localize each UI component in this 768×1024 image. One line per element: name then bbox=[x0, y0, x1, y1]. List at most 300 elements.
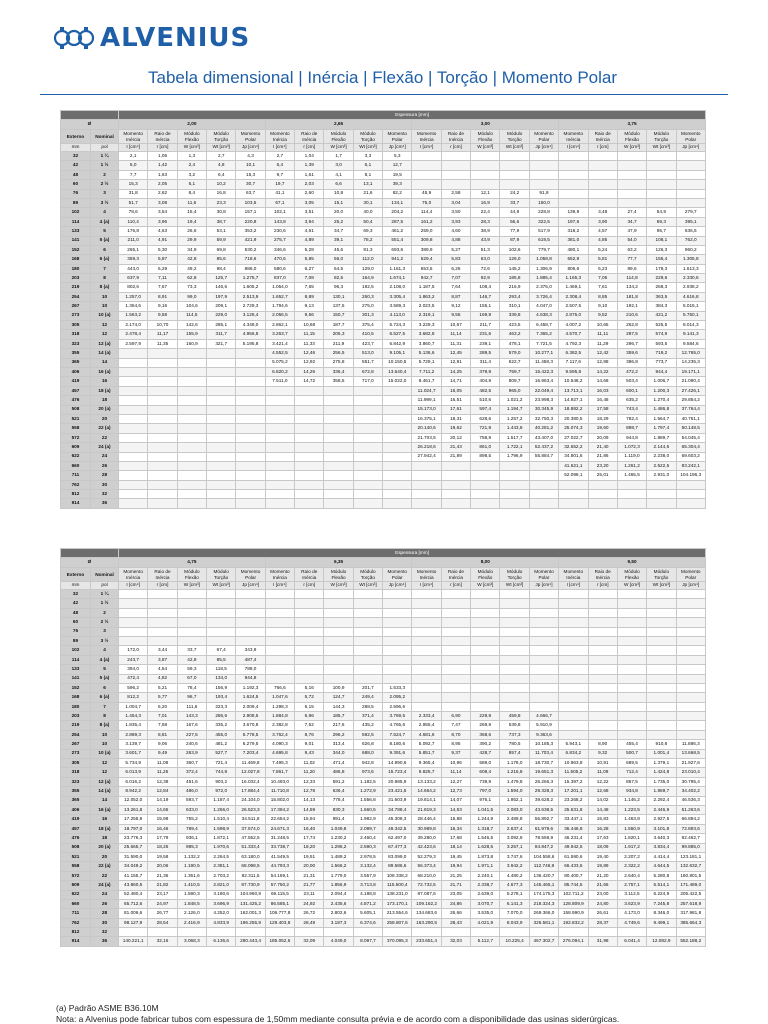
table-cell: 4.252,0 bbox=[207, 909, 236, 918]
table-cell bbox=[559, 618, 588, 627]
table-cell: 167,6 bbox=[177, 721, 206, 730]
table-cell bbox=[265, 386, 294, 395]
table-cell: 41.155,7 bbox=[119, 871, 148, 880]
diameter-pol: 3 ½ bbox=[91, 636, 119, 645]
table-cell: 14,07 bbox=[441, 796, 470, 805]
table-cell bbox=[559, 599, 588, 608]
table-cell: 18,25 bbox=[148, 843, 177, 852]
table-cell: 593,5 bbox=[647, 339, 676, 348]
table-cell: 5,16 bbox=[295, 683, 324, 692]
diameter-mm: 254 bbox=[61, 730, 91, 739]
table-row bbox=[61, 768, 706, 777]
table-cell: 1.510,4 bbox=[207, 815, 236, 824]
table-row bbox=[61, 636, 706, 645]
table-cell: 910,8 bbox=[647, 740, 676, 749]
table-cell bbox=[500, 180, 529, 189]
table-cell: 12,88 bbox=[588, 358, 617, 367]
table-cell: 18.730,7 bbox=[529, 759, 558, 768]
table-cell: 478,1 bbox=[500, 339, 529, 348]
table-cell: 482,5 bbox=[471, 386, 500, 395]
table-cell: 158.990,9 bbox=[559, 909, 588, 918]
table-cell bbox=[353, 386, 382, 395]
property-label: Momento Polar bbox=[676, 568, 705, 582]
table-cell: 2.757,1 bbox=[617, 881, 646, 890]
table-cell: 11.886,3 bbox=[676, 740, 705, 749]
table-cell bbox=[617, 198, 646, 207]
table-cell bbox=[353, 414, 382, 423]
table-cell: 5,3 bbox=[383, 152, 412, 161]
table-cell bbox=[529, 471, 558, 480]
table-cell bbox=[500, 636, 529, 645]
table-cell: 1.261,2 bbox=[617, 461, 646, 470]
table-cell: 7.117,6 bbox=[559, 358, 588, 367]
table-row bbox=[61, 452, 706, 461]
header-blank bbox=[61, 111, 119, 120]
table-cell: 11,09 bbox=[588, 768, 617, 777]
table-cell: 4.552,5 bbox=[265, 349, 294, 358]
table-cell bbox=[207, 386, 236, 395]
table-cell: 3,04 bbox=[441, 198, 470, 207]
table-cell bbox=[412, 665, 441, 674]
table-cell: 313,4 bbox=[324, 740, 353, 749]
table-cell: 143,8 bbox=[265, 217, 294, 226]
table-cell: 2.821,0 bbox=[207, 881, 236, 890]
table-cell: 472,4 bbox=[119, 674, 148, 683]
table-row bbox=[61, 683, 706, 692]
table-cell bbox=[236, 386, 265, 395]
table-cell: 19,4 bbox=[177, 217, 206, 226]
diameter-mm: 42 bbox=[61, 161, 91, 170]
table-cell bbox=[207, 433, 236, 442]
table-cell: 30.989,8 bbox=[412, 824, 441, 833]
table-cell: 115.500,4 bbox=[383, 881, 412, 890]
table-cell: 358,5 bbox=[324, 377, 353, 386]
table-cell bbox=[119, 443, 148, 452]
table-row bbox=[61, 627, 706, 636]
table-cell: 591,2 bbox=[324, 777, 353, 786]
diameter-pol: 22 bbox=[91, 871, 119, 880]
table-cell bbox=[295, 665, 324, 674]
unit-label: Wt [cm³] bbox=[500, 144, 529, 152]
table-cell: 25.074,3 bbox=[559, 424, 588, 433]
table-cell bbox=[324, 424, 353, 433]
table-cell: 211,9 bbox=[324, 339, 353, 348]
table-cell: 941,2 bbox=[383, 255, 412, 264]
table-cell bbox=[177, 490, 206, 499]
table-cell: 9.391,6 bbox=[383, 749, 412, 758]
diameter-mm: 622 bbox=[61, 452, 91, 461]
table-cell: 25,2 bbox=[324, 217, 353, 226]
table-cell: 11,31 bbox=[441, 339, 470, 348]
table-cell: 837,0 bbox=[265, 274, 294, 283]
property-label: Momento Inércia bbox=[265, 130, 294, 144]
table-cell bbox=[588, 627, 617, 636]
table-cell: 628,6 bbox=[471, 414, 500, 423]
table-cell: 4,8 bbox=[207, 161, 236, 170]
table-row bbox=[61, 161, 706, 170]
nominal-header: Nominal bbox=[91, 568, 119, 582]
table-row bbox=[61, 292, 706, 301]
table-cell: 123.181,1 bbox=[676, 852, 705, 861]
table-cell: 16,28 bbox=[588, 824, 617, 833]
table-cell bbox=[207, 490, 236, 499]
diameter-mm: 203 bbox=[61, 712, 91, 721]
table-cell: 2.862,1 bbox=[265, 321, 294, 330]
table-cell: 7,01 bbox=[148, 712, 177, 721]
diameter-pol: 12 bbox=[91, 759, 119, 768]
table-cell: 82.311,5 bbox=[236, 871, 265, 880]
table-cell bbox=[412, 627, 441, 636]
table-cell: 57.750,2 bbox=[265, 881, 294, 890]
diameter-pol: 4 bbox=[91, 646, 119, 655]
table-cell: 1.298,3 bbox=[265, 702, 294, 711]
table-cell: 16.375,1 bbox=[412, 414, 441, 423]
table-cell: 3.257,1 bbox=[500, 843, 529, 852]
table-cell bbox=[559, 608, 588, 617]
table-cell bbox=[177, 627, 206, 636]
table-cell: 172,0 bbox=[119, 646, 148, 655]
table-cell: 2.381,1 bbox=[207, 862, 236, 871]
table-cell bbox=[265, 646, 294, 655]
table-cell: 49,2 bbox=[177, 264, 206, 273]
property-label: Raio de Inércia bbox=[295, 130, 324, 144]
table-cell bbox=[471, 471, 500, 480]
table-cell: 463,2 bbox=[500, 330, 529, 339]
table-cell: 87.730,9 bbox=[236, 881, 265, 890]
diameter-mm: 558 bbox=[61, 862, 91, 871]
table-row bbox=[61, 740, 706, 749]
table-cell: 83.099,0 bbox=[383, 852, 412, 861]
table-row bbox=[61, 890, 706, 899]
table-cell: 9,01 bbox=[295, 740, 324, 749]
table-cell: 527,7 bbox=[207, 749, 236, 758]
table-cell bbox=[529, 693, 558, 702]
table-cell: 18,09 bbox=[588, 843, 617, 852]
diameter-pol: 2 ½ bbox=[91, 180, 119, 189]
unit-label: W [cm³] bbox=[324, 582, 353, 590]
table-cell bbox=[265, 674, 294, 683]
table-cell: 144,3 bbox=[324, 702, 353, 711]
table-cell: 755,2 bbox=[177, 815, 206, 824]
diameter-pol: 12 bbox=[91, 768, 119, 777]
table-cell: 3.070,7 bbox=[471, 899, 500, 908]
table-row bbox=[61, 189, 706, 198]
diameter-mm: 323 bbox=[61, 339, 91, 348]
table-cell: 4,61 bbox=[295, 227, 324, 236]
table-cell bbox=[441, 590, 470, 599]
table-cell: 3.126,4 bbox=[236, 311, 265, 320]
table-cell: 217,6 bbox=[324, 721, 353, 730]
table-cell: 7,52 bbox=[295, 721, 324, 730]
table-cell: 7,65 bbox=[295, 283, 324, 292]
table-cell: 12,38 bbox=[148, 777, 177, 786]
table-cell: 150,0 bbox=[529, 198, 558, 207]
table-row bbox=[61, 665, 706, 674]
table-cell: 16.032,4 bbox=[236, 777, 265, 786]
table-cell: 146,6 bbox=[207, 283, 236, 292]
table-cell bbox=[676, 590, 705, 599]
table-cell bbox=[617, 608, 646, 617]
table-cell: 30,7 bbox=[236, 180, 265, 189]
table-cell: 21,6 bbox=[353, 189, 382, 198]
table-cell bbox=[471, 655, 500, 664]
table-cell: 129,0 bbox=[353, 264, 382, 273]
table-cell bbox=[295, 646, 324, 655]
table-cell bbox=[559, 590, 588, 599]
table-cell bbox=[177, 928, 206, 937]
table-cell: 2.099,7 bbox=[353, 824, 382, 833]
table-cell: 2.375,0 bbox=[529, 283, 558, 292]
diameter-pol: 18 (a) bbox=[91, 824, 119, 833]
table-cell: 5.092,7 bbox=[412, 740, 441, 749]
table-cell bbox=[617, 646, 646, 655]
table-cell: 185,8 bbox=[500, 274, 529, 283]
table-cell bbox=[588, 683, 617, 692]
table-cell bbox=[324, 627, 353, 636]
table-cell: 2.513,9 bbox=[236, 292, 265, 301]
table-row bbox=[61, 198, 706, 207]
table-cell: 1,7 bbox=[324, 152, 353, 161]
table-cell bbox=[295, 414, 324, 423]
table-cell: 5.943,1 bbox=[559, 740, 588, 749]
table-cell: 10.493,0 bbox=[265, 777, 294, 786]
table-cell bbox=[207, 349, 236, 358]
unit-label: Wt [cm³] bbox=[353, 582, 382, 590]
table-cell: 530,2 bbox=[236, 245, 265, 254]
diameter-mm: 365 bbox=[61, 358, 91, 367]
table-cell: 85,6 bbox=[207, 255, 236, 264]
table-cell: 19.814,1 bbox=[412, 796, 441, 805]
table-cell: 2.108,0 bbox=[383, 283, 412, 292]
table-cell bbox=[471, 490, 500, 499]
table-cell: 68.098,5 bbox=[236, 862, 265, 871]
table-cell: 56.892,7 bbox=[529, 815, 558, 824]
property-label: Módulo Flexão bbox=[617, 568, 646, 582]
table-cell: 54.169,1 bbox=[265, 871, 294, 880]
table-cell bbox=[324, 590, 353, 599]
table-cell: 5,28 bbox=[295, 245, 324, 254]
diameter-mm: 476 bbox=[61, 396, 91, 405]
table-cell bbox=[236, 358, 265, 367]
table-cell: 2.908,5 bbox=[236, 712, 265, 721]
table-cell bbox=[588, 152, 617, 161]
thickness-header: 3,75 bbox=[559, 120, 706, 130]
table-cell bbox=[471, 170, 500, 179]
table-cell: 6,1 bbox=[353, 161, 382, 170]
table-cell: 806,6 bbox=[559, 264, 588, 273]
table-cell: 5,0 bbox=[119, 161, 148, 170]
table-cell: 114,4 bbox=[412, 208, 441, 217]
table-cell: 1.794,6 bbox=[265, 302, 294, 311]
table-cell bbox=[265, 490, 294, 499]
table-cell: 5.724,3 bbox=[383, 321, 412, 330]
table-cell: 12,33 bbox=[295, 777, 324, 786]
table-cell: 96,7 bbox=[177, 693, 206, 702]
table-cell: 944,8 bbox=[617, 433, 646, 442]
dimension-table-2 bbox=[60, 548, 706, 947]
diameter-pol: 26 bbox=[91, 461, 119, 470]
property-label: Módulo Torção bbox=[353, 568, 382, 582]
property-label: Momento Polar bbox=[529, 568, 558, 582]
table-cell: 239,1 bbox=[471, 339, 500, 348]
table-cell bbox=[324, 608, 353, 617]
table-cell: 179,3 bbox=[647, 264, 676, 273]
table-cell: 3,51 bbox=[295, 208, 324, 217]
table-cell: 2.640,4 bbox=[617, 871, 646, 880]
table-cell bbox=[529, 461, 558, 470]
table-cell: 322,5 bbox=[529, 217, 558, 226]
table-cell: 114,5 bbox=[177, 311, 206, 320]
table-cell bbox=[588, 599, 617, 608]
table-cell: 2,05 bbox=[148, 180, 177, 189]
table-cell: 1.917,2 bbox=[617, 843, 646, 852]
table-cell: 1,3 bbox=[177, 152, 206, 161]
table-cell bbox=[353, 490, 382, 499]
table-cell: 11.999,1 bbox=[412, 396, 441, 405]
table-cell: 1.165,3 bbox=[559, 274, 588, 283]
table-cell: 379,9 bbox=[471, 367, 500, 376]
table-cell bbox=[529, 928, 558, 937]
table-cell: 174.175,3 bbox=[529, 890, 558, 899]
table-cell: 3,96 bbox=[148, 217, 177, 226]
table-cell bbox=[617, 712, 646, 721]
table-cell: 1.244,9 bbox=[471, 815, 500, 824]
table-cell bbox=[588, 170, 617, 179]
unit-label: r [cm] bbox=[441, 582, 470, 590]
table-cell: 898,5 bbox=[471, 452, 500, 461]
diameter-pol: 20 bbox=[91, 852, 119, 861]
table-cell bbox=[207, 377, 236, 386]
table-cell: 1.465,5 bbox=[617, 471, 646, 480]
table-cell bbox=[265, 405, 294, 414]
table-cell bbox=[588, 665, 617, 674]
table-cell: 4.616,8 bbox=[676, 292, 705, 301]
diameter-mm: 406 bbox=[61, 805, 91, 814]
diameter-mm: 305 bbox=[61, 759, 91, 768]
table-cell: 7.721,5 bbox=[529, 339, 558, 348]
table-cell: 69.603,2 bbox=[676, 452, 705, 461]
table-cell: 41.549,5 bbox=[265, 852, 294, 861]
diameter-pol: 8 bbox=[91, 712, 119, 721]
table-cell: 942,7 bbox=[412, 274, 441, 283]
table-cell bbox=[500, 499, 529, 508]
diameter-pol: 7 bbox=[91, 264, 119, 273]
table-cell: 472,2 bbox=[617, 367, 646, 376]
table-cell: 23,17 bbox=[148, 890, 177, 899]
table-cell bbox=[500, 683, 529, 692]
table-cell: 1.272,9 bbox=[353, 787, 382, 796]
table-cell: 75,0 bbox=[412, 198, 441, 207]
table-cell: 41,1 bbox=[265, 189, 294, 198]
diameter-mm: 406 bbox=[61, 367, 91, 376]
table-cell: 1.257,2 bbox=[500, 414, 529, 423]
table-cell bbox=[529, 683, 558, 692]
table-cell bbox=[265, 471, 294, 480]
table-cell bbox=[236, 433, 265, 442]
table-cell bbox=[265, 461, 294, 470]
table-cell: 336,4 bbox=[324, 367, 353, 376]
table-cell: 279,7 bbox=[676, 208, 705, 217]
table-row bbox=[61, 217, 706, 226]
table-row bbox=[61, 646, 706, 655]
table-cell: 37.764,4 bbox=[676, 405, 705, 414]
table-cell bbox=[647, 599, 676, 608]
table-cell: 32,16 bbox=[148, 937, 177, 946]
table-cell bbox=[119, 358, 148, 367]
table-cell: 802,6 bbox=[119, 283, 148, 292]
diameter-mm: 48 bbox=[61, 170, 91, 179]
table-cell: 7.524,7 bbox=[383, 730, 412, 739]
table-cell: 343,9 bbox=[236, 646, 265, 655]
table-cell: 6,29 bbox=[148, 264, 177, 273]
table-cell: 134,0 bbox=[207, 674, 236, 683]
table-cell: 317.981,8 bbox=[676, 909, 705, 918]
table-cell: 2.938,2 bbox=[676, 283, 705, 292]
table-cell: 146,7 bbox=[471, 292, 500, 301]
table-cell: 1.563,2 bbox=[119, 311, 148, 320]
table-cell: 17,74 bbox=[295, 834, 324, 843]
table-cell: 30,1 bbox=[353, 198, 382, 207]
table-cell: 39,1 bbox=[324, 236, 353, 245]
table-cell: 51.263,6 bbox=[676, 805, 705, 814]
table-cell: 24,97 bbox=[148, 899, 177, 908]
table-cell: 622,7 bbox=[500, 358, 529, 367]
table-cell: 28,37 bbox=[588, 918, 617, 927]
table-cell bbox=[236, 452, 265, 461]
table-cell: 54,0 bbox=[617, 236, 646, 245]
table-cell: 193,4 bbox=[207, 693, 236, 702]
table-cell: 4.188,8 bbox=[353, 890, 382, 899]
table-cell: 27.426,1 bbox=[676, 386, 705, 395]
table-cell bbox=[353, 608, 382, 617]
diameter-mm: 42 bbox=[61, 599, 91, 608]
table-cell bbox=[617, 730, 646, 739]
table-cell bbox=[383, 414, 412, 423]
header-blank bbox=[61, 549, 119, 558]
table-cell: 903,2 bbox=[207, 777, 236, 786]
table-cell bbox=[676, 646, 705, 655]
table-cell: 2.126,0 bbox=[177, 909, 206, 918]
table-cell: 171.489,0 bbox=[676, 881, 705, 890]
table-cell bbox=[500, 627, 529, 636]
table-row bbox=[61, 721, 706, 730]
table-cell bbox=[559, 665, 588, 674]
property-label: Módulo Flexão bbox=[471, 130, 500, 144]
diameter-mm: 267 bbox=[61, 740, 91, 749]
table-cell: 1.533,3 bbox=[383, 683, 412, 692]
table-cell: 972,0 bbox=[207, 787, 236, 796]
table-cell: 1.469,1 bbox=[559, 283, 588, 292]
table-cell: 4,3 bbox=[236, 152, 265, 161]
title-divider bbox=[40, 94, 728, 95]
table-cell bbox=[559, 161, 588, 170]
table-cell: 653,5 bbox=[412, 264, 441, 273]
table-cell bbox=[617, 636, 646, 645]
table-cell: 1.132,2 bbox=[177, 852, 206, 861]
nominal-header: Nominal bbox=[91, 130, 119, 144]
table-cell: 6,96 bbox=[295, 712, 324, 721]
table-cell bbox=[647, 683, 676, 692]
table-cell bbox=[383, 665, 412, 674]
table-row bbox=[61, 227, 706, 236]
table-cell bbox=[295, 618, 324, 627]
table-cell: 15,98 bbox=[148, 815, 177, 824]
table-row bbox=[61, 805, 706, 814]
table-cell bbox=[588, 646, 617, 655]
table-cell: 21,31 bbox=[295, 871, 324, 880]
table-cell bbox=[617, 702, 646, 711]
table-cell bbox=[177, 349, 206, 358]
